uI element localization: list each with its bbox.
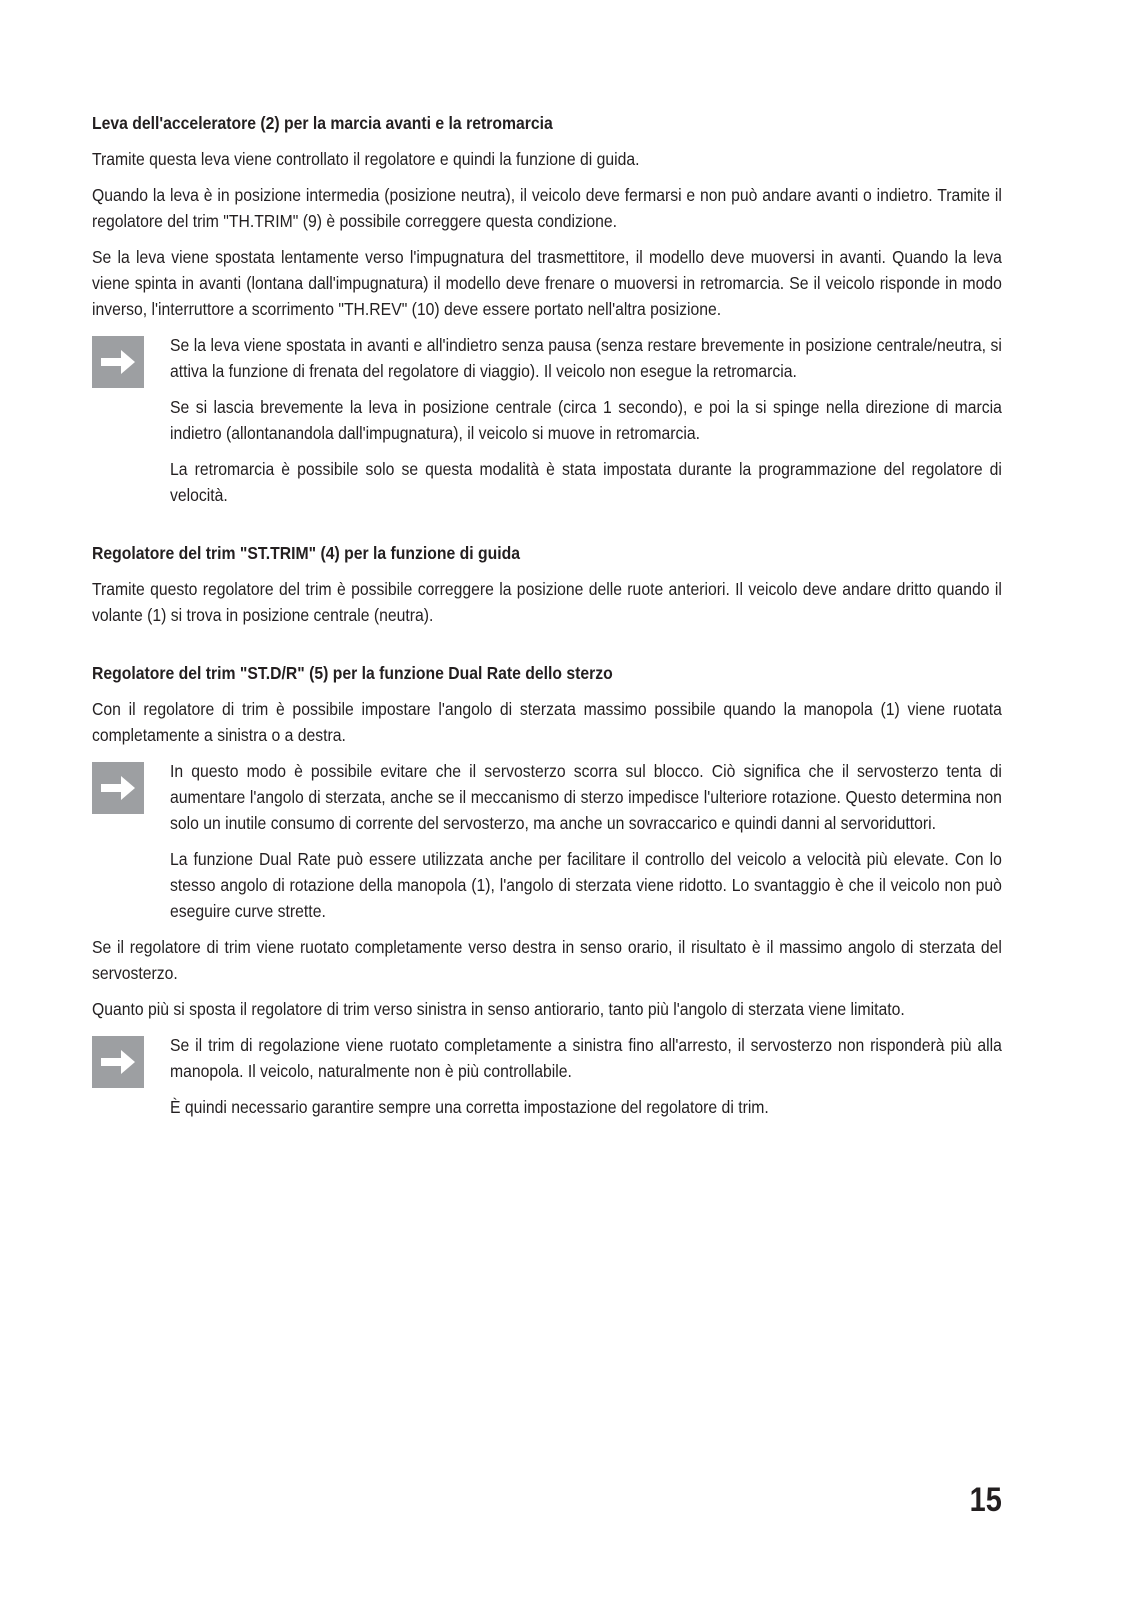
paragraph: Tramite questa leva viene controllato il regolatore e quindi la funzione di guida. — [92, 149, 640, 169]
paragraph: Se la leva viene spostata lentamente verso l'impugnatura del trasmettitore, il modello deve muoversi in avanti. Quando la leva viene spinta in avanti (lontana dall'impugnatura) il modello deve frenare o muoversi in retromarcia. Se il veicolo risponde in modo inverso, l'interruttore a scorrimento "TH.REV" (10) deve essere portato nell'altra posizione. — [92, 247, 1002, 319]
section-heading-throttle: Leva dell'acceleratore (2) per la marcia avanti e la retromarcia — [92, 113, 553, 133]
note-paragraph: Se la leva viene spostata in avanti e all'indietro senza pausa (senza restare brevemente in posizione centrale/neutra, si attiva la funzione di frenata del regolatore di viaggio). Il veicolo non esegue la retromarcia. — [170, 335, 1002, 381]
arrow-right-icon — [92, 762, 144, 814]
arrow-right-icon — [92, 1036, 144, 1088]
note-paragraph: È quindi necessario garantire sempre una corretta impostazione del regolatore di trim. — [170, 1097, 769, 1117]
note-block — [92, 332, 1002, 508]
note-paragraph: Se il trim di regolazione viene ruotato completamente a sinistra fino all'arresto, il servosterzo non risponderà più alla manopola. Il veicolo, naturalmente non è più controllabile. — [170, 1035, 1002, 1081]
paragraph: Tramite questo regolatore del trim è possibile correggere la posizione delle ruote anteriori. Il veicolo deve andare dritto quando il volante (1) si trova in posizione centrale (neutra). — [92, 579, 1002, 625]
page-number: 15 — [969, 1481, 1002, 1519]
note-paragraph: In questo modo è possibile evitare che il servosterzo scorra sul blocco. Ciò significa che il servosterzo tenta di aumentare l'angolo di sterzata, anche se il meccanismo di sterzo impedisce l'ulteriore rotazione. Questo determina non solo un inutile consumo di corrente del servosterzo, ma anche un sovraccarico e quindi danni al servoriduttori. — [170, 761, 1002, 833]
note-paragraph: La retromarcia è possibile solo se questa modalità è stata impostata durante la programmazione del regolatore di velocità. — [170, 459, 1002, 505]
note-block — [92, 758, 1002, 924]
document-page — [92, 110, 1002, 1130]
paragraph: Quando la leva è in posizione intermedia (posizione neutra), il veicolo deve fermarsi e non può andare avanti o indietro. Tramite il regolatore del trim "TH.TRIM" (9) è possibile correggere questa condizione. — [92, 185, 1002, 231]
paragraph: Se il regolatore di trim viene ruotato completamente verso destra in senso orario, il risultato è il massimo angolo di sterzata del servosterzo. — [92, 937, 1002, 983]
note-block — [92, 1032, 1002, 1120]
section-heading-st-trim: Regolatore del trim "ST.TRIM" (4) per la funzione di guida — [92, 543, 520, 563]
note-paragraph: Se si lascia brevemente la leva in posizione centrale (circa 1 secondo), e poi la si spinge nella direzione di marcia indietro (allontanandola dall'impugnatura), il veicolo si muove in retromarcia. — [170, 397, 1002, 443]
paragraph: Quanto più si sposta il regolatore di trim verso sinistra in senso antiorario, tanto più l'angolo di sterzata viene limitato. — [92, 999, 905, 1019]
arrow-right-icon — [92, 336, 144, 388]
paragraph: Con il regolatore di trim è possibile impostare l'angolo di sterzata massimo possibile quando la manopola (1) viene ruotata completamente a sinistra o a destra. — [92, 699, 1002, 745]
section-heading-st-dr: Regolatore del trim "ST.D/R" (5) per la funzione Dual Rate dello sterzo — [92, 663, 613, 683]
note-paragraph: La funzione Dual Rate può essere utilizzata anche per facilitare il controllo del veicolo a velocità più elevate. Con lo stesso angolo di rotazione della manopola (1), l'angolo di sterzata viene ridotto. Lo svantaggio è che il veicolo non può eseguire curve strette. — [170, 849, 1002, 921]
